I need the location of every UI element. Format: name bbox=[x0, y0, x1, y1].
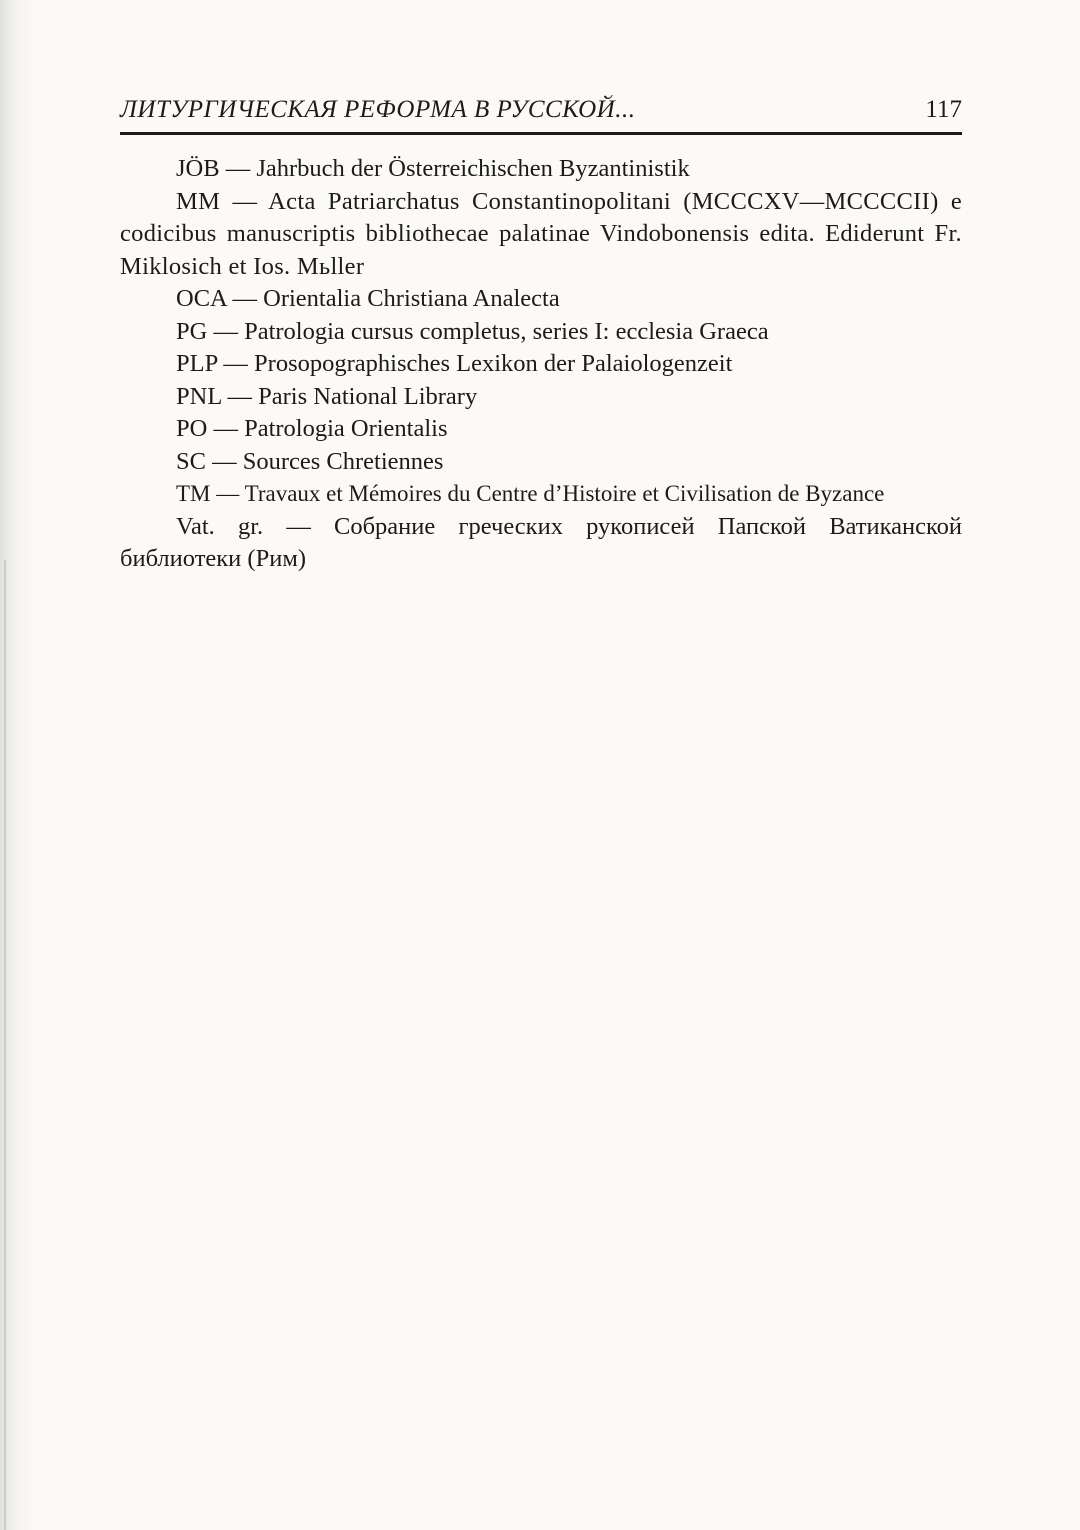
page-number: 117 bbox=[925, 96, 962, 123]
running-title: ЛИТУРГИЧЕСКАЯ РЕФОРМА В РУССКОЙ... bbox=[120, 96, 636, 123]
abbreviation-list bbox=[120, 153, 962, 576]
header-rule bbox=[120, 132, 962, 135]
abbreviation-entry-plp: PLP — Prosopographisches Lexikon der Palaiologenzeit bbox=[176, 350, 733, 377]
abbreviation-entry-tm: TM — Travaux et Mémoires du Centre d’Histoire et Civilisation de Byzance bbox=[176, 481, 885, 506]
abbreviation-entry-job: JÖB — Jahrbuch der Österreichischen Byzantinistik bbox=[176, 155, 690, 182]
abbreviation-entry-vat-gr: Vat. gr. — Собрание греческих рукописей Папской Ватиканской библиотеки (Рим) bbox=[120, 512, 962, 572]
running-head bbox=[120, 96, 962, 128]
abbreviation-entry-sc: SC — Sources Chretiennes bbox=[176, 447, 444, 475]
abbreviation-entry-pg: PG — Patrologia cursus completus, series I: ecclesia Graeca bbox=[176, 317, 769, 345]
abbreviation-entry-po: PO — Patrologia Orientalis bbox=[176, 415, 448, 442]
abbreviation-entry-mm: MM — Acta Patriarchatus Constantinopolitani (MCCCXV—MCCCCII) e codicibus manuscriptis bibliothecae palatinae Vindobonensis edita. Ediderunt Fr. Miklosich et Ios. Мьller bbox=[120, 187, 962, 280]
binding-edge-line bbox=[4, 560, 6, 1530]
abbreviation-entry-oca: OCA — Orientalia Christiana Analecta bbox=[176, 285, 560, 312]
abbreviation-entry-pnl: PNL — Paris National Library bbox=[176, 382, 478, 410]
